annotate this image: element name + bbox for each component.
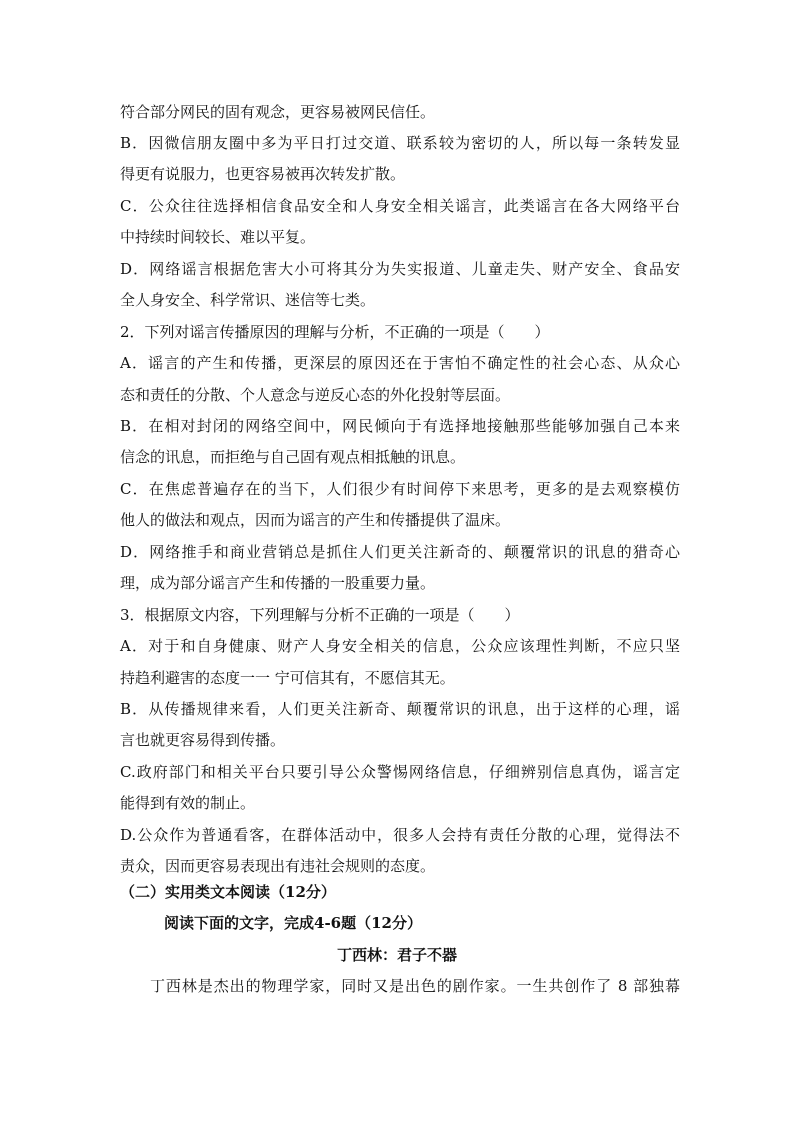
text-line: B．在相对封闭的网络空间中，网民倾向于有选择地接触那些能够加强自己本来 xyxy=(120,417,680,435)
text-line: C．公众往往选择相信食品安全和人身安全相关谣言，此类谣言在各大网络平台 xyxy=(120,197,680,215)
text-line: 符合部分网民的固有观念，更容易被网民信任。 xyxy=(120,103,436,121)
text-line: 全人身安全、科学常识、迷信等七类。 xyxy=(120,291,376,309)
article-first-line: 丁西林是杰出的物理学家，同时又是出色的剧作家。一生共创作了 8 部独幕 xyxy=(150,977,680,995)
text-line: 责众，因而更容易表现出有违社会规则的态度。 xyxy=(120,857,436,875)
text-line: D．网络推手和商业营销总是抓住人们更关注新奇的、颠覆常识的讯息的猎奇心 xyxy=(120,543,680,561)
text-line: D.公众作为普通看客，在群体活动中，很多人会持有责任分散的心理，觉得法不 xyxy=(120,826,680,844)
instruction-text: 阅读下面的文字，完成4-6题（12分） xyxy=(164,914,422,932)
text-line: B．从传播规律来看，人们更关注新奇、颠覆常识的讯息，出于这样的心理，谣 xyxy=(120,700,680,718)
text-line: 言也就更容易得到传播。 xyxy=(120,731,286,749)
text-line: A．对于和自身健康、财产人身安全相关的信息，公众应该理性判断，不应只坚 xyxy=(120,637,680,655)
text-line: 得更有说服力，也更容易被再次转发扩散。 xyxy=(120,165,406,183)
section-heading: （二）实用类文本阅读（12分） xyxy=(120,883,336,901)
question-2: 2．下列对谣言传播原因的理解与分析，不正确的一项是（ ） xyxy=(120,323,550,341)
question-3: 3．根据原文内容，下列理解与分析不正确的一项是（ ） xyxy=(120,606,520,624)
text-line: 中持续时间较长、难以平复。 xyxy=(120,228,316,246)
text-line: C.政府部门和相关平台只要引导公众警惕网络信息，仔细辨别信息真伪，谣言定 xyxy=(120,763,680,781)
text-line: B．因微信朋友圈中多为平日打过交道、联系较为密切的人，所以每一条转发显 xyxy=(120,134,680,152)
text-line: D．网络谣言根据危害大小可将其分为失实报道、儿童走失、财产安全、食品安 xyxy=(120,260,680,278)
text-line: 他人的做法和观点，因而为谣言的产生和传播提供了温床。 xyxy=(120,511,511,529)
text-line: C．在焦虑普遍存在的当下，人们很少有时间停下来思考，更多的是去观察模仿 xyxy=(120,480,680,498)
text-line: 信念的讯息，而拒绝与自己固有观点相抵触的讯息。 xyxy=(120,448,466,466)
text-line: 能得到有效的制止。 xyxy=(120,794,256,812)
text-line: A．谣言的产生和传播，更深层的原因还在于害怕不确定性的社会心态、从众心 xyxy=(120,354,680,372)
text-line: 理，成为部分谣言产生和传播的一股重要力量。 xyxy=(120,574,436,592)
article-title: 丁西林：君子不器 xyxy=(337,946,458,964)
text-line: 持趋利避害的态度一一 宁可信其有，不愿信其无。 xyxy=(120,669,455,687)
text-line: 态和责任的分散、个人意念与逆反心态的外化投射等层面。 xyxy=(120,386,511,404)
